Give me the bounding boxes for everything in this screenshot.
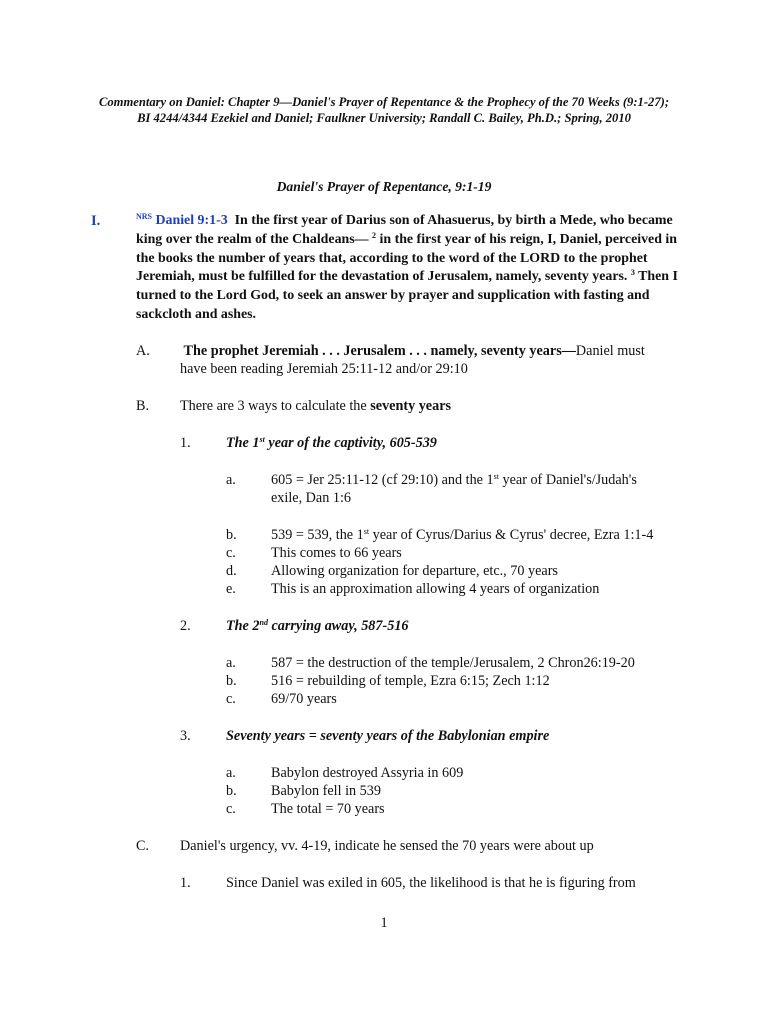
- sub2-item-b-label: b.: [226, 673, 237, 689]
- point-c-label: C.: [136, 838, 150, 854]
- sub2-label: 2.: [180, 618, 191, 634]
- passage-text-b: in the first year of his reign, I, Daniel, perceived in the books the number of years that, according to the word of the LORD to the prophet Jeremiah, must be fulfilled for the devastation of Jerusalem, namely, seventy years.: [136, 231, 677, 285]
- sub1-item-b-label: b.: [226, 527, 237, 543]
- sub1-item-a-continuation: exile, Dan 1:6: [271, 490, 351, 506]
- sub1-item-b-post: year of Cyrus/Darius & Cyrus' decree, Ezra 1:1-4: [369, 527, 654, 543]
- point-a-bold-text: The prophet Jeremiah . . . Jerusalem . . . namely, seventy years—: [183, 343, 576, 359]
- sub1-item-e-label: e.: [226, 581, 236, 597]
- scripture-reference[interactable]: Daniel 9:1-3: [155, 213, 228, 228]
- document-header-line-2: BI 4244/4344 Ezekiel and Daniel; Faulkner University; Randall C. Bailey, Ph.D.; Spring, 2010: [137, 111, 631, 125]
- point-a-label: A.: [136, 343, 150, 359]
- document-header-line-1: Commentary on Daniel: Chapter 9—Daniel's Prayer of Repentance & the Prophecy of the 70 Weeks (9:1-27);: [98, 95, 670, 109]
- sub2-title-post: carrying away, 587-516: [267, 618, 409, 634]
- sub1-item-d-label: d.: [226, 563, 237, 579]
- sub1-item-a-label: a.: [226, 472, 236, 488]
- sub1-item-a-sup: st: [493, 472, 499, 481]
- sub2-title-pre: The 2: [226, 618, 260, 634]
- sub2-title: [226, 617, 409, 635]
- page-number: 1: [380, 915, 388, 931]
- sub2-title-sup: nd: [259, 618, 268, 627]
- sub3-item-c-text: The total = 70 years: [271, 801, 385, 817]
- point-b-line: [180, 397, 451, 415]
- sub1-item-e-text: This is an approximation allowing 4 years of organization: [271, 581, 600, 597]
- sub1-item-a-text: [271, 471, 691, 489]
- point-b-bold: seventy years: [370, 398, 452, 414]
- sub1-item-b-pre: 539 = 539, the 1: [271, 527, 364, 543]
- point-b-label: B.: [136, 398, 150, 414]
- sub3-item-a-text: Babylon destroyed Assyria in 609: [271, 765, 464, 781]
- sub1-title-post: year of the captivity, 605-539: [264, 435, 437, 451]
- verse-number-2: 2: [372, 230, 377, 240]
- sub2-item-a-text: 587 = the destruction of the temple/Jerusalem, 2 Chron26:19-20: [271, 655, 635, 671]
- sub-c1-text: Since Daniel was exiled in 605, the likelihood is that he is figuring from: [226, 875, 636, 891]
- sub2-item-c-text: 69/70 years: [271, 691, 337, 707]
- sub1-item-d-text: Allowing organization for departure, etc., 70 years: [271, 563, 558, 579]
- sub1-title-sup: st: [259, 435, 265, 444]
- sub3-title: Seventy years = seventy years of the Babylonian empire: [226, 728, 550, 744]
- sub1-item-b-sup: st: [363, 527, 370, 536]
- section-numeral: I.: [91, 213, 101, 229]
- sub3-item-a-label: a.: [226, 765, 236, 781]
- sub2-item-b-text: 516 = rebuilding of temple, Ezra 6:15; Zech 1:12: [271, 673, 550, 689]
- sub3-label: 3.: [180, 728, 191, 744]
- sub3-item-b-label: b.: [226, 783, 237, 799]
- point-a-line-1: [180, 342, 690, 360]
- sub2-item-c-label: c.: [226, 691, 236, 707]
- sub-c1-label: 1.: [180, 875, 191, 891]
- passage-text-c: Then I turned to the Lord God, to seek an answer by prayer and supplication with fasting and sackcloth and ashes.: [136, 269, 678, 322]
- sub1-item-c-text: This comes to 66 years: [271, 545, 402, 561]
- sub1-item-c-label: c.: [226, 545, 236, 561]
- sub1-item-a-post: year of Daniel's/Judah's: [498, 472, 637, 488]
- point-b-text: There are 3 ways to calculate the: [180, 398, 371, 414]
- scripture-passage: [136, 212, 681, 325]
- sub3-item-b-text: Babylon fell in 539: [271, 783, 381, 799]
- translation-tag: NRS: [136, 212, 153, 221]
- sub3-item-c-label: c.: [226, 801, 236, 817]
- sub1-item-b-text: [271, 526, 701, 544]
- sub1-title: [226, 434, 437, 452]
- point-c-text: Daniel's urgency, vv. 4-19, indicate he sensed the 70 years were about up: [180, 838, 594, 854]
- passage-text-a: In the first year of Darius son of Ahasuerus, by birth a Mede, who became king over the realm of the Chaldeans—: [136, 213, 673, 247]
- point-a-text-1: Daniel must: [575, 343, 645, 359]
- section-title: Daniel's Prayer of Repentance, 9:1-19: [276, 179, 492, 194]
- sub1-title-pre: The 1: [226, 435, 260, 451]
- sub2-item-a-label: a.: [226, 655, 236, 671]
- verse-number-3: 3: [630, 268, 635, 278]
- sub1-item-a-pre: 605 = Jer 25:11-12 (cf 29:10) and the 1: [271, 472, 494, 488]
- point-a-line-2: have been reading Jeremiah 25:11-12 and/or 29:10: [180, 361, 468, 377]
- sub1-label: 1.: [180, 435, 191, 451]
